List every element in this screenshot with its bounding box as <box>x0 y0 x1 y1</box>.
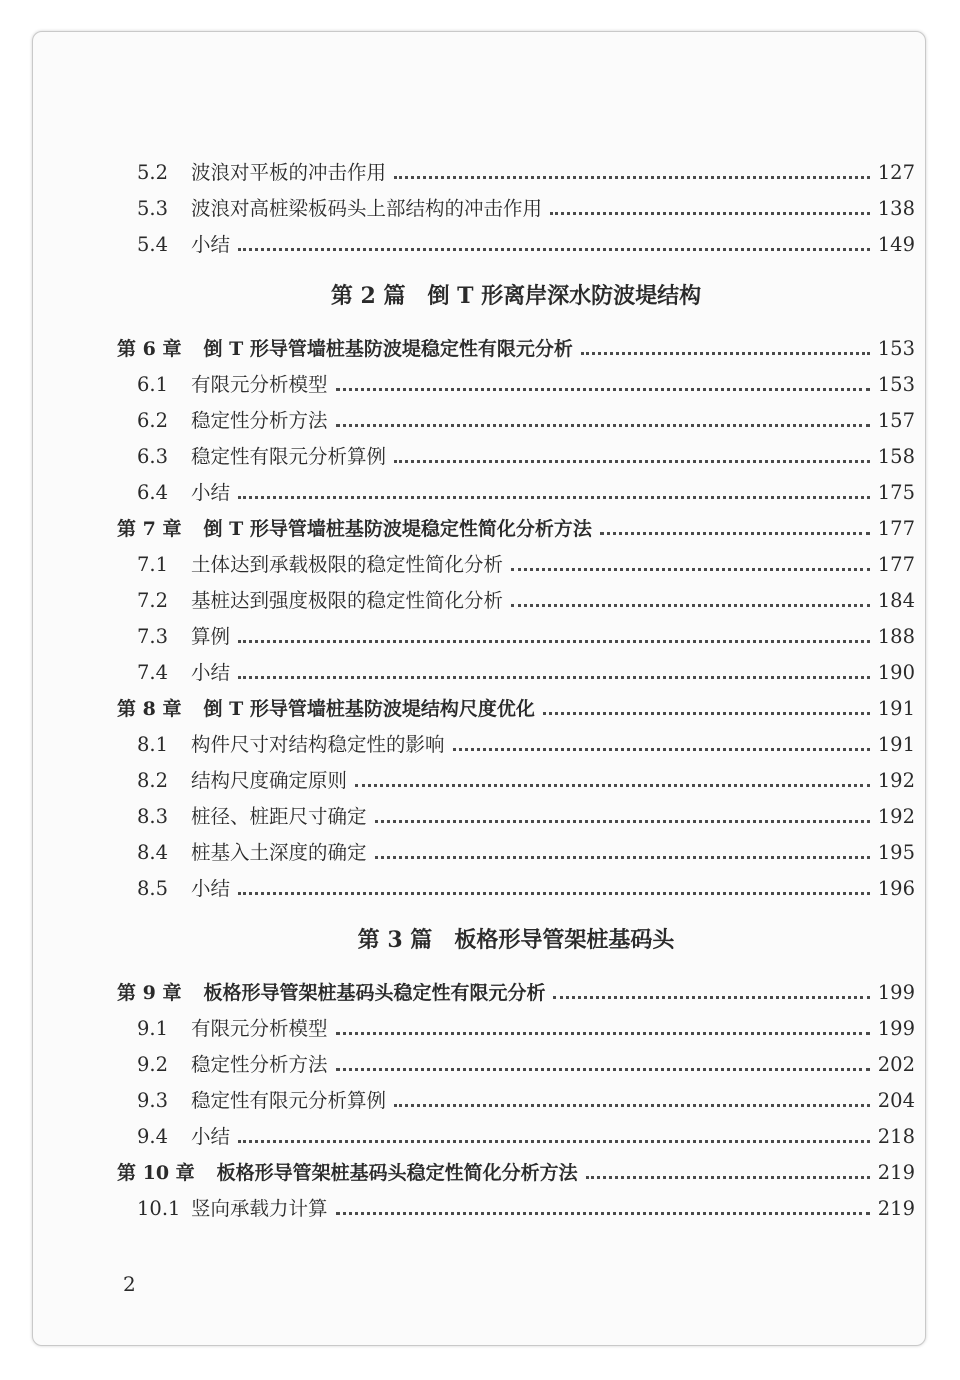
entry-title: 桩径、桩距尺寸确定 <box>191 805 367 828</box>
part-heading <box>117 276 915 316</box>
dot-leader <box>394 1104 870 1107</box>
dot-leader <box>553 996 869 999</box>
toc-chapter-entry[interactable] <box>117 694 915 724</box>
dot-leader <box>336 388 870 391</box>
toc-section-entry[interactable]: 6.1 有限元分析模型 153 <box>117 370 915 400</box>
entry-page-number: 199 <box>877 1017 915 1040</box>
dot-leader <box>394 460 870 463</box>
entry-title: 倒 T 形导管墙桩基防波堤结构尺度优化 <box>203 698 535 720</box>
entry-title: 土体达到承载极限的稳定性简化分析 <box>191 553 504 576</box>
toc-chapter-entry[interactable] <box>117 334 915 364</box>
toc-section-entry[interactable]: 7.3 算例 188 <box>117 622 915 652</box>
entry-title: 结构尺度确定原则 <box>191 769 348 792</box>
entry-title: 桩基入土深度的确定 <box>191 841 367 864</box>
entry-number: 第 8 章 <box>117 698 182 720</box>
dot-leader <box>355 784 870 787</box>
toc-section-entry[interactable]: 7.1 土体达到承载极限的稳定性简化分析 177 <box>117 550 915 580</box>
entry-page-number: 191 <box>877 697 915 720</box>
entry-title: 稳定性分析方法 <box>191 409 328 432</box>
entry-title: 稳定性有限元分析算例 <box>191 445 387 468</box>
entry-title: 有限元分析模型 <box>191 373 328 396</box>
entry-page-number: 192 <box>877 805 915 828</box>
part-title: 倒 T 形离岸深水防波堤结构 <box>427 283 702 309</box>
dot-leader <box>581 352 870 355</box>
dot-leader <box>375 856 870 859</box>
entry-title: 小结 <box>191 233 231 256</box>
dot-leader <box>453 748 870 751</box>
toc-section-entry[interactable]: 7.4 小结 190 <box>117 658 915 688</box>
entry-title: 小结 <box>191 877 231 900</box>
entry-title: 稳定性分析方法 <box>191 1053 328 1076</box>
dot-leader <box>336 1068 870 1071</box>
entry-page-number: 199 <box>877 981 915 1004</box>
entry-title: 基桩达到强度极限的稳定性简化分析 <box>191 589 504 612</box>
dot-leader <box>336 1032 870 1035</box>
entry-page-number: 177 <box>877 553 915 576</box>
entry-page-number: 157 <box>877 409 915 432</box>
entry-page-number: 202 <box>877 1053 915 1076</box>
entry-page-number: 138 <box>877 197 915 220</box>
toc-section-entry[interactable]: 8.1 构件尺寸对结构稳定性的影响 191 <box>117 730 915 760</box>
toc-section-entry[interactable]: 9.3 稳定性有限元分析算例 204 <box>117 1086 915 1116</box>
entry-title: 小结 <box>191 1125 231 1148</box>
entry-title: 倒 T 形导管墙桩基防波堤稳定性有限元分析 <box>203 338 573 360</box>
part-number: 第 3 篇 <box>357 927 433 953</box>
entry-number: 第 6 章 <box>117 338 182 360</box>
toc-section-entry[interactable]: 8.3 桩径、桩距尺寸确定 192 <box>117 802 915 832</box>
dot-leader <box>238 496 870 499</box>
entry-title: 小结 <box>191 661 231 684</box>
toc-section-entry[interactable]: 7.2 基桩达到强度极限的稳定性简化分析 184 <box>117 586 915 616</box>
toc-chapter-entry[interactable] <box>117 978 915 1008</box>
entry-title: 板格形导管架桩基码头稳定性简化分析方法 <box>216 1162 578 1184</box>
entry-page-number: 153 <box>877 373 915 396</box>
toc-chapter-entry[interactable] <box>117 514 915 544</box>
dot-leader <box>238 248 870 251</box>
entry-title: 有限元分析模型 <box>191 1017 328 1040</box>
entry-page-number: 158 <box>877 445 915 468</box>
dot-leader <box>394 176 870 179</box>
toc-section-entry[interactable]: 9.2 稳定性分析方法 202 <box>117 1050 915 1080</box>
dot-leader <box>336 424 870 427</box>
dot-leader <box>375 820 870 823</box>
part-heading <box>117 920 915 960</box>
toc-section-entry[interactable]: 8.4 桩基入土深度的确定 195 <box>117 838 915 868</box>
entry-title: 小结 <box>191 481 231 504</box>
entry-page-number: 219 <box>877 1161 915 1184</box>
toc-chapter-entry[interactable] <box>117 1158 915 1188</box>
entry-page-number: 204 <box>877 1089 915 1112</box>
entry-page-number: 153 <box>877 337 915 360</box>
entry-page-number: 196 <box>877 877 915 900</box>
entry-page-number: 184 <box>877 589 915 612</box>
entry-number: 第 9 章 <box>117 982 182 1004</box>
part-title: 板格形导管架桩基码头 <box>454 927 675 953</box>
toc-section-entry[interactable]: 6.4 小结 175 <box>117 478 915 508</box>
toc-section-entry[interactable]: 10.1 竖向承载力计算 219 <box>117 1194 915 1224</box>
entry-page-number: 177 <box>877 517 915 540</box>
dot-leader <box>238 892 870 895</box>
page-number: 2 <box>123 1272 136 1296</box>
part-number: 第 2 篇 <box>330 283 406 309</box>
toc-section-entry[interactable]: 5.4 小结 149 <box>117 230 915 260</box>
entry-page-number: 149 <box>877 233 915 256</box>
toc-section-entry[interactable]: 5.2 波浪对平板的冲击作用 127 <box>117 158 915 188</box>
entry-title: 竖向承载力计算 <box>191 1197 328 1220</box>
entry-page-number: 219 <box>877 1197 915 1220</box>
entry-title: 稳定性有限元分析算例 <box>191 1089 387 1112</box>
entry-title: 倒 T 形导管墙桩基防波堤稳定性简化分析方法 <box>203 518 592 540</box>
dot-leader <box>550 212 870 215</box>
toc-section-entry[interactable]: 6.2 稳定性分析方法 157 <box>117 406 915 436</box>
entry-page-number: 127 <box>877 161 915 184</box>
dot-leader <box>336 1212 870 1215</box>
entry-title: 波浪对高桩梁板码头上部结构的冲击作用 <box>191 197 543 220</box>
toc-section-entry[interactable]: 9.4 小结 218 <box>117 1122 915 1152</box>
entry-number: 第 10 章 <box>117 1162 195 1184</box>
toc-section-entry[interactable]: 5.3 波浪对高桩梁板码头上部结构的冲击作用 138 <box>117 194 915 224</box>
entry-page-number: 191 <box>877 733 915 756</box>
entry-number: 第 7 章 <box>117 518 182 540</box>
entry-page-number: 195 <box>877 841 915 864</box>
entry-page-number: 192 <box>877 769 915 792</box>
toc-section-entry[interactable]: 8.2 结构尺度确定原则 192 <box>117 766 915 796</box>
entry-page-number: 218 <box>877 1125 915 1148</box>
dot-leader <box>511 568 870 571</box>
entry-page-number: 188 <box>877 625 915 648</box>
entry-title: 波浪对平板的冲击作用 <box>191 161 387 184</box>
book-page <box>32 31 926 1346</box>
entry-title: 构件尺寸对结构稳定性的影响 <box>191 733 445 756</box>
dot-leader <box>238 676 870 679</box>
entry-title: 算例 <box>191 625 231 648</box>
entry-page-number: 175 <box>877 481 915 504</box>
dot-leader <box>586 1176 870 1179</box>
dot-leader <box>511 604 870 607</box>
toc-section-entry[interactable]: 6.3 稳定性有限元分析算例 158 <box>117 442 915 472</box>
toc-section-entry[interactable]: 8.5 小结 196 <box>117 874 915 904</box>
entry-page-number: 190 <box>877 661 915 684</box>
dot-leader <box>600 532 870 535</box>
entry-title: 板格形导管架桩基码头稳定性有限元分析 <box>203 982 546 1004</box>
dot-leader <box>238 640 870 643</box>
dot-leader <box>543 712 870 715</box>
dot-leader <box>238 1140 870 1143</box>
toc-section-entry[interactable]: 9.1 有限元分析模型 199 <box>117 1014 915 1044</box>
